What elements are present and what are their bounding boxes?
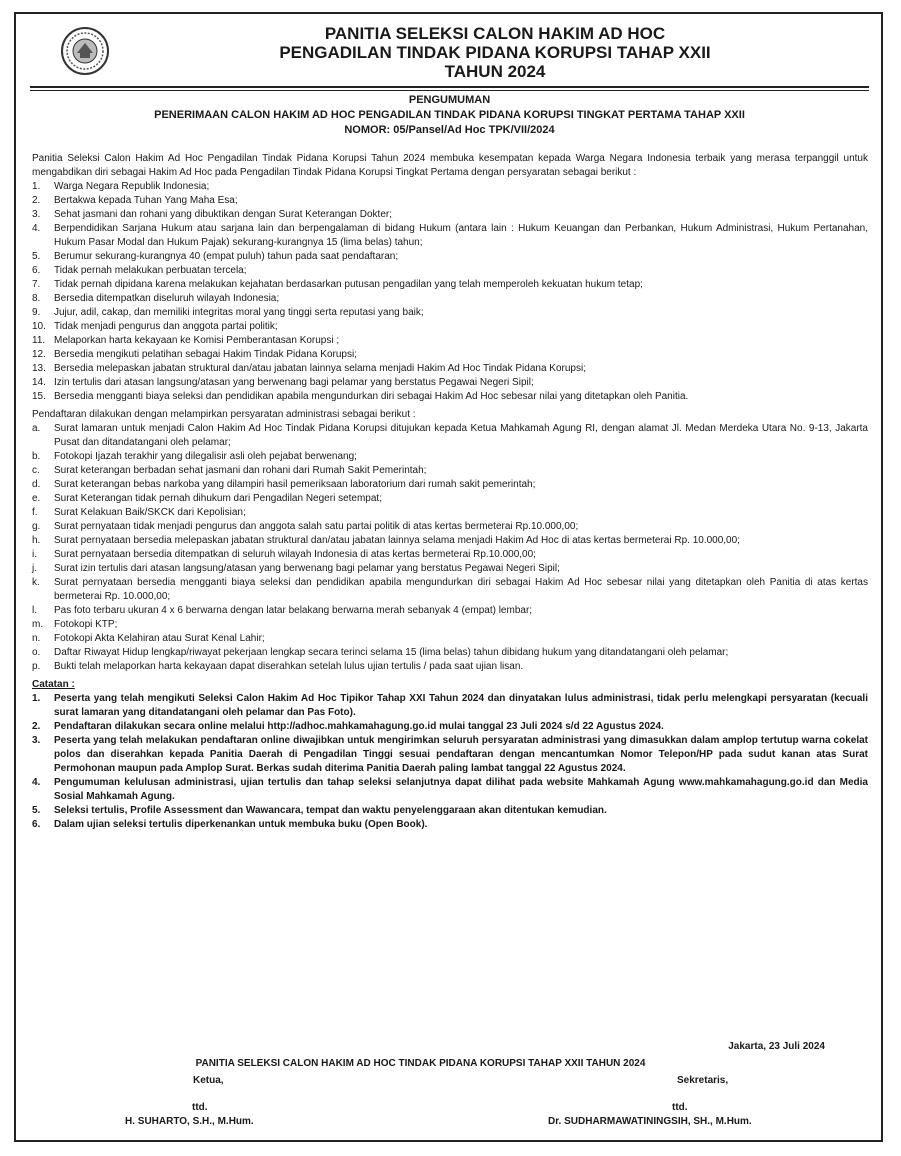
requirement-item (32, 334, 868, 348)
requirement-item-number: 8. (32, 293, 41, 304)
document-item (32, 450, 868, 464)
letterhead (16, 16, 884, 86)
document-item (32, 520, 868, 534)
document-item-number: a. (32, 423, 41, 434)
document-item (32, 660, 868, 674)
document-item-number: i. (32, 549, 37, 560)
requirement-item (32, 292, 868, 306)
secretary-signed-mark: ttd. (672, 1102, 688, 1113)
requirement-item (32, 194, 868, 208)
note-item-number: 2. (32, 721, 41, 732)
document-item (32, 576, 868, 604)
document-item-text: Surat Keterangan tidak pernah dihukum dari Pengadilan Negeri setempat; (54, 493, 382, 504)
note-item-number: 6. (32, 819, 41, 830)
letterhead-rule-thin (30, 90, 869, 91)
requirement-item (32, 264, 868, 278)
requirement-item-number: 9. (32, 307, 41, 318)
notes-list (32, 692, 868, 832)
requirement-item-number: 5. (32, 251, 41, 262)
note-item (32, 804, 868, 818)
requirement-item (32, 278, 868, 292)
requirement-item-text: Warga Negara Republik Indonesia; (54, 181, 210, 192)
note-item-number: 3. (32, 735, 41, 746)
document-item-text: Surat keterangan berbadan sehat jasmani dan rohani dari Rumah Sakit Pemerintah; (54, 465, 427, 476)
requirement-item (32, 348, 868, 362)
secretary-role: Sekretaris, (677, 1075, 729, 1086)
note-item-text: Pendaftaran dilakukan secara online melalui http://adhoc.mahkamahagung.go.id mulai tanggal 23 Juli 2024 s/d 22 Agustus 2024. (54, 721, 664, 732)
document-item-number: l. (32, 605, 37, 616)
requirement-item-number: 15. (32, 391, 46, 402)
document-item-number: f. (32, 507, 38, 518)
chair-role: Ketua, (193, 1075, 224, 1086)
document-item-number: o. (32, 647, 41, 658)
requirement-item-text: Bersedia ditempatkan diseluruh wilayah Indonesia; (54, 293, 280, 304)
document-item (32, 464, 868, 478)
requirement-item-number: 3. (32, 209, 41, 220)
letterhead-line1: PANITIA SELEKSI CALON HAKIM AD HOC (324, 24, 666, 43)
requirements-list (32, 180, 868, 404)
requirement-item-number: 14. (32, 377, 46, 388)
note-item (32, 818, 868, 832)
requirement-item-text: Bersedia melepaskan jabatan struktural dan/atau jabatan lainnya selama menjadi Hakim Ad Hoc Tindak Pidana Korupsi; (54, 363, 586, 374)
requirement-item-text: Bertakwa kepada Tuhan Yang Maha Esa; (54, 195, 238, 206)
document-item (32, 492, 868, 506)
document-item-text: Bukti telah melaporkan harta kekayaan dapat diserahkan setelah lulus ujian tertulis / pada saat ujian lisan. (54, 661, 524, 672)
note-item-text: Seleksi tertulis, Profile Assessment dan Wawancara, tempat dan waktu penyelenggaraan akan ditentukan kemudian. (54, 805, 607, 816)
documents-intro: Pendaftaran dilakukan dengan melampirkan persyaratan administrasi sebagai berikut : (32, 409, 416, 420)
requirement-item-number: 10. (32, 321, 46, 332)
document-item-number: g. (32, 521, 41, 532)
requirement-item (32, 320, 868, 334)
requirement-item (32, 222, 868, 250)
requirement-item-text: Berpendidikan Sarjana Hukum atau sarjana lain dan berpengalaman di bidang Hukum (antara lain : Hukum Keuangan dan Perbankan, Hukum Administrasi, Hukum Pertanahan, Hukum Pasar Modal dan Hukum Pajak) sekurang-kurangnya 15 (lima belas) tahun; (54, 223, 868, 248)
notes-title: Catatan : (32, 679, 75, 690)
requirement-item-number: 13. (32, 363, 46, 374)
document-item (32, 632, 868, 646)
committee-signature-heading: PANITIA SELEKSI CALON HAKIM AD HOC TINDAK PIDANA KORUPSI TAHAP XXII TAHUN 2024 (195, 1058, 646, 1069)
requirement-item-text: Tidak pernah dipidana karena melakukan kejahatan berdasarkan putusan pengadilan yang telah memperoleh kekuatan hukum tetap; (54, 279, 643, 290)
note-item-number: 4. (32, 777, 41, 788)
document-item-text: Fotokopi Ijazah terakhir yang dilegalisir asli oleh pejabat berwenang; (54, 451, 357, 462)
requirement-item-number: 4. (32, 223, 41, 234)
chair-name: H. SUHARTO, S.H., M.Hum. (125, 1116, 254, 1127)
letterhead-rule (30, 86, 869, 88)
document-item (32, 478, 868, 492)
document-item (32, 562, 868, 576)
document-item-number: h. (32, 535, 41, 546)
document-item-number: c. (32, 465, 40, 476)
note-item-text: Peserta yang telah melakukan pendaftaran online diwajibkan untuk mengirimkan seluruh persyaratan administrasi yang dimasukkan dalam amplop tertutup warna cokelat polos dan diserahkan kepada Panitia Daerah di Pengadilan Tinggi sesuai pendaftaran dengan mencantumkan Nomor Telepon/HP pada sudut kanan atas Surat Permohonan maupun pada Amplop Surat. Berkas sudah diterima Panitia Daerah paling lambat tanggal 22 Agustus 2024. (54, 735, 868, 774)
document-item-text: Surat lamaran untuk menjadi Calon Hakim Ad Hoc Tindak Pidana Korupsi ditujukan kepada Ketua Mahkamah Agung RI, dengan alamat Jl. Medan Merdeka Utara No. 9-13, Jakarta Pusat dan ditandatangani oleh pelamar; (54, 423, 868, 448)
document-item (32, 646, 868, 660)
intro-paragraph: Panitia Seleksi Calon Hakim Ad Hoc Pengadilan Tindak Pidana Korupsi Tahun 2024 membuka kesempatan kepada Warga Negara Indonesia terbaik yang merasa terpanggil untuk mengabdikan diri sebagai Hakim Ad Hoc pada Pengadilan Tindak Pidana Korupsi Tingkat Pertama dengan persyaratan sebagai berikut : (32, 153, 868, 178)
document-item-text: Surat pernyataan bersedia ditempatkan di seluruh wilayah Indonesia di atas kertas bermeterai Rp.10.000,00; (54, 549, 536, 560)
letterhead-line2: PENGADILAN TINDAK PIDANA KORUPSI TAHAP XXII (279, 43, 711, 62)
document-item-number: k. (32, 577, 40, 588)
requirement-item-text: Bersedia mengikuti pelatihan sebagai Hakim Tindak Pidana Korupsi; (54, 349, 357, 360)
requirement-item-number: 11. (32, 335, 46, 346)
announcement-title: PENERIMAAN CALON HAKIM AD HOC PENGADILAN TINDAK PIDANA KORUPSI TINGKAT PERTAMA TAHAP XXII (154, 109, 745, 121)
document-item (32, 506, 868, 520)
document-item-number: p. (32, 661, 41, 672)
document-item-number: n. (32, 633, 41, 644)
requirement-item-text: Bersedia mengganti biaya seleksi dan pendidikan apabila mengundurkan diri sebagai Hakim Ad Hoc sebesar nilai yang ditetapkan oleh Panitia. (54, 391, 689, 402)
chair-signed-mark: ttd. (192, 1102, 208, 1113)
document-item (32, 548, 868, 562)
note-item (32, 776, 868, 804)
requirement-item-text: Melaporkan harta kekayaan ke Komisi Pemberantasan Korupsi ; (54, 335, 340, 346)
note-item-number: 5. (32, 805, 41, 816)
requirement-item (32, 180, 868, 194)
document-item-number: e. (32, 493, 41, 504)
announcement-heading (30, 93, 869, 138)
document-item-text: Surat izin tertulis dari atasan langsung/atasan yang berwenang bagi pelamar yang berstatus Pegawai Negeri Sipil; (54, 563, 560, 574)
note-item (32, 720, 868, 734)
requirement-item-text: Tidak pernah melakukan perbuatan tercela; (54, 265, 247, 276)
note-item (32, 734, 868, 776)
letterhead-line3: TAHUN 2024 (444, 62, 546, 81)
note-item-text: Peserta yang telah mengikuti Seleksi Calon Hakim Ad Hoc Tipikor Tahap XXI Tahun 2024 dan dinyatakan lulus administrasi, tidak perlu melengkapi persyaratan (kecuali surat lamaran yang ditandatangani oleh pelamar dan Pas Foto). (54, 693, 868, 718)
requirement-item (32, 362, 868, 376)
document-item-text: Surat pernyataan bersedia mengganti biaya seleksi dan pendidikan apabila mengundurkan diri sebagai Hakim Ad Hoc sebesar nilai yang ditetapkan oleh Panitia di atas kertas bermeterai Rp. 10.000,00; (54, 577, 868, 602)
document-item (32, 422, 868, 450)
announcement-body (32, 152, 868, 832)
document-item-number: d. (32, 479, 41, 490)
requirement-item-number: 12. (32, 349, 46, 360)
note-item-text: Dalam ujian seleksi tertulis diperkenankan untuk membuka buku (Open Book). (54, 819, 428, 830)
requirement-item-number: 7. (32, 279, 41, 290)
document-item (32, 604, 868, 618)
place-date: Jakarta, 23 Juli 2024 (728, 1041, 825, 1052)
document-item (32, 618, 868, 632)
requirement-item (32, 390, 868, 404)
document-item-text: Surat Kelakuan Baik/SKCK dari Kepolisian; (54, 507, 246, 518)
note-item (32, 692, 868, 720)
note-item-number: 1. (32, 693, 41, 704)
supreme-court-seal-icon (60, 26, 110, 76)
requirement-item-text: Tidak menjadi pengurus dan anggota partai politik; (54, 321, 278, 332)
document-item-text: Surat pernyataan tidak menjadi pengurus dan anggota salah satu partai politik di atas kertas bermeterai Rp.10.000,00; (54, 521, 579, 532)
secretary-name: Dr. SUDHARMAWATININGSIH, SH., M.Hum. (548, 1116, 752, 1127)
document-item-text: Pas foto terbaru ukuran 4 x 6 berwarna dengan latar belakang berwarna merah sebanyak 4 (empat) lembar; (54, 605, 533, 616)
requirement-item (32, 208, 868, 222)
document-item-number: j. (32, 563, 37, 574)
requirement-item (32, 376, 868, 390)
requirement-item (32, 250, 868, 264)
requirement-item-text: Izin tertulis dari atasan langsung/atasan yang berwenang bagi pelamar yang berstatus Pegawai Negeri Sipil; (54, 377, 534, 388)
documents-list (32, 422, 868, 674)
document-item-text: Surat pernyataan bersedia melepaskan jabatan struktural dan/atau jabatan lainnya selama menjadi Hakim Ad Hoc di atas kertas bermeterai Rp. 10.000,00; (54, 535, 740, 546)
requirement-item-number: 6. (32, 265, 41, 276)
document-item-text: Fotokopi Akta Kelahiran atau Surat Kenal Lahir; (54, 633, 265, 644)
requirement-item-text: Berumur sekurang-kurangnya 40 (empat puluh) tahun pada saat pendaftaran; (54, 251, 399, 262)
document-item-number: b. (32, 451, 41, 462)
document-item-number: m. (32, 619, 44, 630)
note-item-text: Pengumuman kelulusan administrasi, ujian tertulis dan tahap seleksi selanjutnya dapat dilihat pada website Mahkamah Agung www.mahkamahagung.go.id dan Media Sosial Mahkamah Agung. (54, 777, 868, 802)
requirement-item-text: Jujur, adil, cakap, dan memiliki integritas moral yang tinggi serta reputasi yang baik; (54, 307, 424, 318)
requirement-item-number: 2. (32, 195, 41, 206)
letterhead-title (126, 24, 864, 81)
document-item (32, 534, 868, 548)
announcement-number: NOMOR: 05/Pansel/Ad Hoc TPK/VII/2024 (344, 124, 555, 136)
requirement-item-number: 1. (32, 181, 41, 192)
document-item-text: Fotokopi KTP; (54, 619, 118, 630)
announcement-label: PENGUMUMAN (408, 94, 491, 106)
document-item-text: Daftar Riwayat Hidup lengkap/riwayat pekerjaan lengkap secara terinci selama 15 (lima belas) tahun dibidang hukum yang ditandatangani oleh pelamar; (54, 647, 729, 658)
requirement-item-text: Sehat jasmani dan rohani yang dibuktikan dengan Surat Keterangan Dokter; (54, 209, 393, 220)
requirement-item (32, 306, 868, 320)
document-item-text: Surat keterangan bebas narkoba yang dilampiri hasil pemeriksaan laboratorium dari rumah sakit pemerintah; (54, 479, 536, 490)
